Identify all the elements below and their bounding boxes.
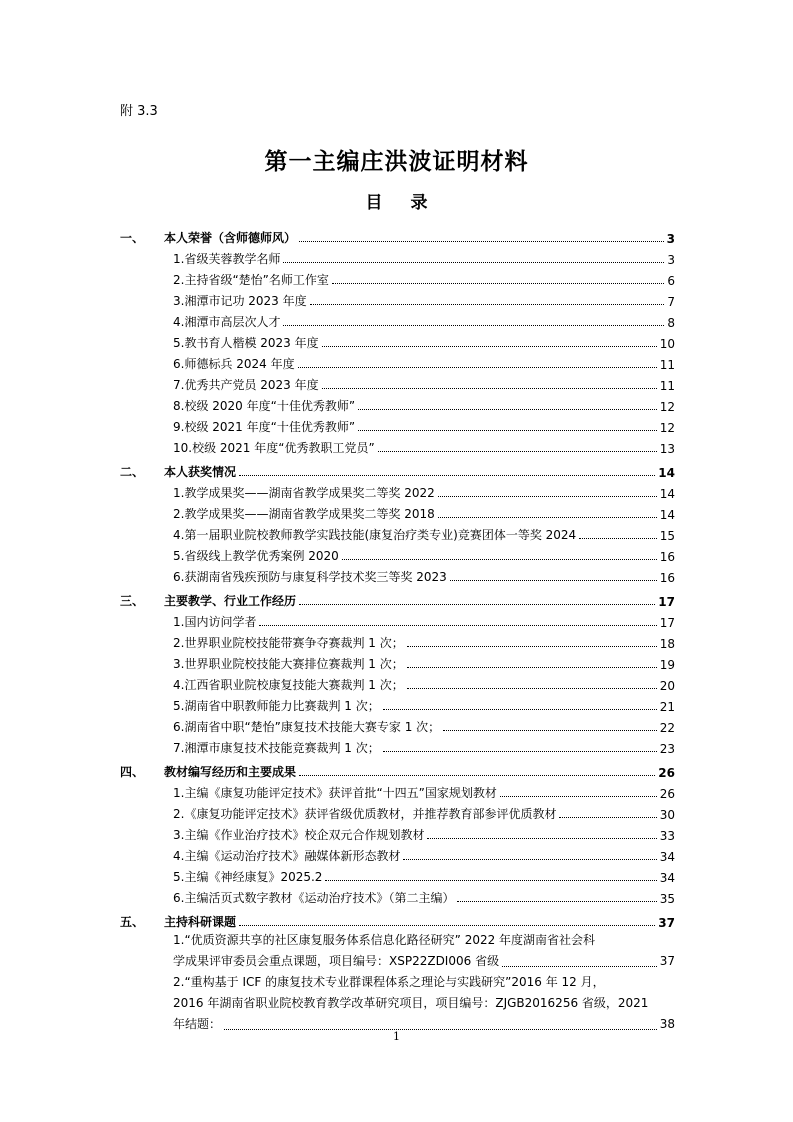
- toc-section-title: 主持科研课题: [164, 915, 237, 929]
- toc-leader: [342, 559, 657, 560]
- toc-entry-label: 6.主编活页式数字教材《运动治疗技术》（第二主编）: [173, 891, 455, 905]
- toc-leader: [438, 496, 657, 497]
- toc-entry-label: 2.世界职业院校技能带赛争夺赛裁判 1 次；: [173, 636, 404, 650]
- toc-entry-label: 6.师德标兵 2024 年度: [173, 357, 295, 371]
- toc-leader: [407, 667, 657, 668]
- toc-entry-label: 8.校级 2020 年度“十佳优秀教师”: [173, 399, 356, 413]
- toc-research-line: 2016 年湖南省职业院校教育教学改革研究项目，项目编号：ZJGB2016256 省级，2021: [173, 996, 649, 1010]
- toc-entry-label: 4.第一届职业院校教师教学实践技能(康复治疗类专业)竞赛团体一等奖 2024: [173, 528, 577, 542]
- toc-entry-page: 26: [659, 787, 675, 801]
- toc-research-page: 38: [659, 1017, 675, 1031]
- toc-leader: [407, 688, 657, 689]
- toc-entry[interactable]: [173, 564, 675, 585]
- toc-entry[interactable]: [173, 246, 675, 267]
- toc-entry-page: 23: [659, 742, 675, 756]
- toc-leader: [403, 859, 656, 860]
- toc-entry[interactable]: [173, 735, 675, 756]
- toc-entry-label: 3.主编《作业治疗技术》校企双元合作规划教材: [173, 828, 425, 842]
- toc-leader: [283, 262, 664, 263]
- toc-entry[interactable]: [173, 885, 675, 906]
- toc-entry-label: 6.获湖南省残疾预防与康复科学技术奖三等奖 2023: [173, 570, 447, 584]
- toc-leader: [438, 517, 657, 518]
- toc-entry-page: 11: [659, 358, 675, 372]
- toc-section-title: 教材编写经历和主要成果: [164, 765, 297, 779]
- toc-section-number: 一、: [120, 231, 145, 245]
- toc-entry-label: 2.主持省级“楚怡”名师工作室: [173, 273, 329, 287]
- toc-leader: [239, 475, 655, 476]
- toc-leader: [383, 709, 657, 710]
- toc-entry[interactable]: [173, 351, 675, 372]
- toc-entry-page: 20: [659, 679, 675, 693]
- toc-entry-page: 15: [659, 529, 675, 543]
- toc-entry-label: 3.湘潭市记功 2023 年度: [173, 294, 307, 308]
- toc-entry-page: 16: [659, 550, 675, 564]
- toc-entry-page: 22: [659, 721, 675, 735]
- toc-leader: [259, 625, 656, 626]
- toc-entry[interactable]: [173, 414, 675, 435]
- toc-entry-page: 10: [659, 337, 675, 351]
- toc-entry-page: 19: [659, 658, 675, 672]
- toc-section-number: 四、: [120, 765, 145, 779]
- toc-section-page: 3: [666, 232, 675, 246]
- toc-entry[interactable]: [173, 288, 675, 309]
- toc-entry-label: 5.省级线上教学优秀案例 2020: [173, 549, 339, 563]
- toc-entry-label: 5.教书育人楷模 2023 年度: [173, 336, 319, 350]
- toc-entry-page: 17: [659, 616, 675, 630]
- toc-research-page: 37: [659, 954, 675, 968]
- toc-entry-page: 21: [659, 700, 675, 714]
- toc-leader: [283, 325, 664, 326]
- toc-entry-page: 33: [659, 829, 675, 843]
- toc-entry[interactable]: [173, 864, 675, 885]
- toc-entry[interactable]: [173, 609, 675, 630]
- toc-entry-page: 3: [667, 253, 675, 267]
- toc-entry-label: 6.湖南省中职“楚怡”康复技术技能大赛专家 1 次；: [173, 720, 441, 734]
- toc-section-page: 37: [658, 916, 675, 930]
- toc-research-entry[interactable]: [173, 930, 675, 972]
- toc-entry-page: 34: [659, 871, 675, 885]
- toc-leader: [383, 751, 657, 752]
- toc-leader: [427, 838, 656, 839]
- toc-heading-char-1: 目: [365, 193, 383, 213]
- toc-leader: [322, 388, 657, 389]
- toc-leader: [378, 451, 657, 452]
- toc-leader: [299, 775, 655, 776]
- toc-entry[interactable]: [173, 435, 675, 456]
- toc-entry-label: 10.校级 2021 年度“优秀教职工党员”: [173, 441, 375, 455]
- toc-entry[interactable]: [173, 651, 675, 672]
- toc-leader: [559, 817, 656, 818]
- toc-section-row[interactable]: [120, 588, 675, 609]
- toc-entry-label: 1.国内访问学者: [173, 615, 257, 629]
- toc-entry[interactable]: [173, 330, 675, 351]
- toc-section-number: 三、: [120, 594, 145, 608]
- toc-leader: [299, 604, 655, 605]
- toc-section-row[interactable]: [120, 759, 675, 780]
- toc-section-title: 本人获奖情况: [164, 465, 237, 479]
- toc-section-number: 五、: [120, 915, 145, 929]
- toc-research-last-text: 学成果评审委员会重点课题，项目编号：XSP22ZDI006 省级: [173, 954, 500, 968]
- toc-entry-page: 13: [659, 442, 675, 456]
- toc-section-title: 本人荣誉（含师德师风）: [164, 231, 297, 245]
- toc-section-page: 17: [658, 595, 675, 609]
- toc-leader: [579, 538, 657, 539]
- toc-research-entry[interactable]: [173, 972, 675, 1035]
- toc-entry[interactable]: [173, 393, 675, 414]
- toc-leader: [502, 966, 657, 967]
- toc-entry-page: 34: [659, 850, 675, 864]
- toc-entry-page: 6: [667, 274, 675, 288]
- toc-section-row[interactable]: [120, 909, 675, 930]
- toc-research-line: 1.“优质资源共享的社区康复服务体系信息化路径研究” 2022 年度湖南省社会科: [173, 933, 596, 947]
- toc-entry-page: 14: [659, 508, 675, 522]
- toc-research-last-text: 年结题：: [173, 1017, 222, 1031]
- toc-leader: [332, 283, 664, 284]
- toc-leader: [358, 430, 657, 431]
- toc-entry-label: 7.湘潭市康复技术技能竞赛裁判 1 次；: [173, 741, 380, 755]
- toc-entry[interactable]: [173, 672, 675, 693]
- toc-section-title: 主要教学、行业工作经历: [164, 594, 297, 608]
- toc-entry[interactable]: [173, 372, 675, 393]
- toc-entry-page: 14: [659, 487, 675, 501]
- toc-section-page: 14: [658, 466, 675, 480]
- toc-entry[interactable]: [173, 780, 675, 801]
- toc-leader: [310, 304, 665, 305]
- toc-entry-page: 18: [659, 637, 675, 651]
- toc-entry[interactable]: [173, 822, 675, 843]
- toc-entry[interactable]: [173, 693, 675, 714]
- toc-entry-page: 7: [667, 295, 675, 309]
- toc-section-row[interactable]: [120, 225, 675, 246]
- toc-leader: [443, 730, 657, 731]
- toc-entry[interactable]: [173, 501, 675, 522]
- toc-entry-page: 16: [659, 571, 675, 585]
- toc-entry[interactable]: [173, 267, 675, 288]
- toc-entry-label: 1.教学成果奖——湖南省教学成果奖二等奖 2022: [173, 486, 435, 500]
- toc-leader: [450, 580, 657, 581]
- toc-leader: [239, 925, 655, 926]
- toc-section-number: 二、: [120, 465, 145, 479]
- toc-heading: [0, 188, 793, 213]
- attachment-label: 附 3.3: [120, 104, 158, 119]
- toc-entry[interactable]: [173, 543, 675, 564]
- document-title: 第一主编庄洪波证明材料: [264, 149, 529, 175]
- toc-entry-page: 30: [659, 808, 675, 822]
- toc-entry-page: 11: [659, 379, 675, 393]
- toc-leader: [299, 241, 664, 242]
- toc-entry[interactable]: [173, 522, 675, 543]
- toc-leader: [325, 880, 656, 881]
- toc-leader: [500, 796, 657, 797]
- toc-leader: [322, 346, 657, 347]
- toc-leader: [358, 409, 657, 410]
- toc-entry[interactable]: [173, 843, 675, 864]
- toc-research-last-line: [173, 951, 675, 972]
- toc-entry-page: 35: [659, 892, 675, 906]
- toc-leader: [457, 901, 656, 902]
- table-of-contents: [120, 222, 675, 1035]
- toc-entry-label: 2.教学成果奖——湖南省教学成果奖二等奖 2018: [173, 507, 435, 521]
- toc-leader: [298, 367, 657, 368]
- toc-section-row[interactable]: [120, 459, 675, 480]
- toc-entry-label: 4.江西省职业院校康复技能大赛裁判 1 次；: [173, 678, 404, 692]
- toc-entry[interactable]: [173, 801, 675, 822]
- toc-entry-label: 9.校级 2021 年度“十佳优秀教师”: [173, 420, 356, 434]
- toc-research-line: 2.“重构基于 ICF 的康复技术专业群课程体系之理论与实践研究”2016 年 12 月，: [173, 975, 605, 989]
- toc-entry-page: 12: [659, 421, 675, 435]
- toc-entry-label: 4.湘潭市高层次人才: [173, 315, 281, 329]
- toc-entry-label: 7.优秀共产党员 2023 年度: [173, 378, 319, 392]
- toc-section-page: 26: [658, 766, 675, 780]
- toc-entry-page: 8: [667, 316, 675, 330]
- toc-entry[interactable]: [173, 714, 675, 735]
- toc-entry-label: 5.主编《神经康复》2025.2: [173, 870, 323, 884]
- toc-entry-label: 5.湖南省中职教师能力比赛裁判 1 次；: [173, 699, 380, 713]
- toc-entry[interactable]: [173, 309, 675, 330]
- toc-entry[interactable]: [173, 480, 675, 501]
- toc-entry-label: 1.主编《康复功能评定技术》获评首批“十四五”国家规划教材: [173, 786, 497, 800]
- toc-entry-label: 4.主编《运动治疗技术》融媒体新形态教材: [173, 849, 401, 863]
- toc-entry-page: 12: [659, 400, 675, 414]
- toc-entry[interactable]: [173, 630, 675, 651]
- toc-entry-label: 3.世界职业院校技能大赛排位赛裁判 1 次；: [173, 657, 404, 671]
- toc-entry-label: 1.省级芙蓉教学名师: [173, 252, 281, 266]
- toc-entry-label: 2.《康复功能评定技术》获评省级优质教材，并推荐教育部参评优质教材: [173, 807, 557, 821]
- toc-leader: [407, 646, 657, 647]
- page-number: 1: [393, 1030, 400, 1043]
- toc-heading-char-2: 录: [410, 193, 428, 213]
